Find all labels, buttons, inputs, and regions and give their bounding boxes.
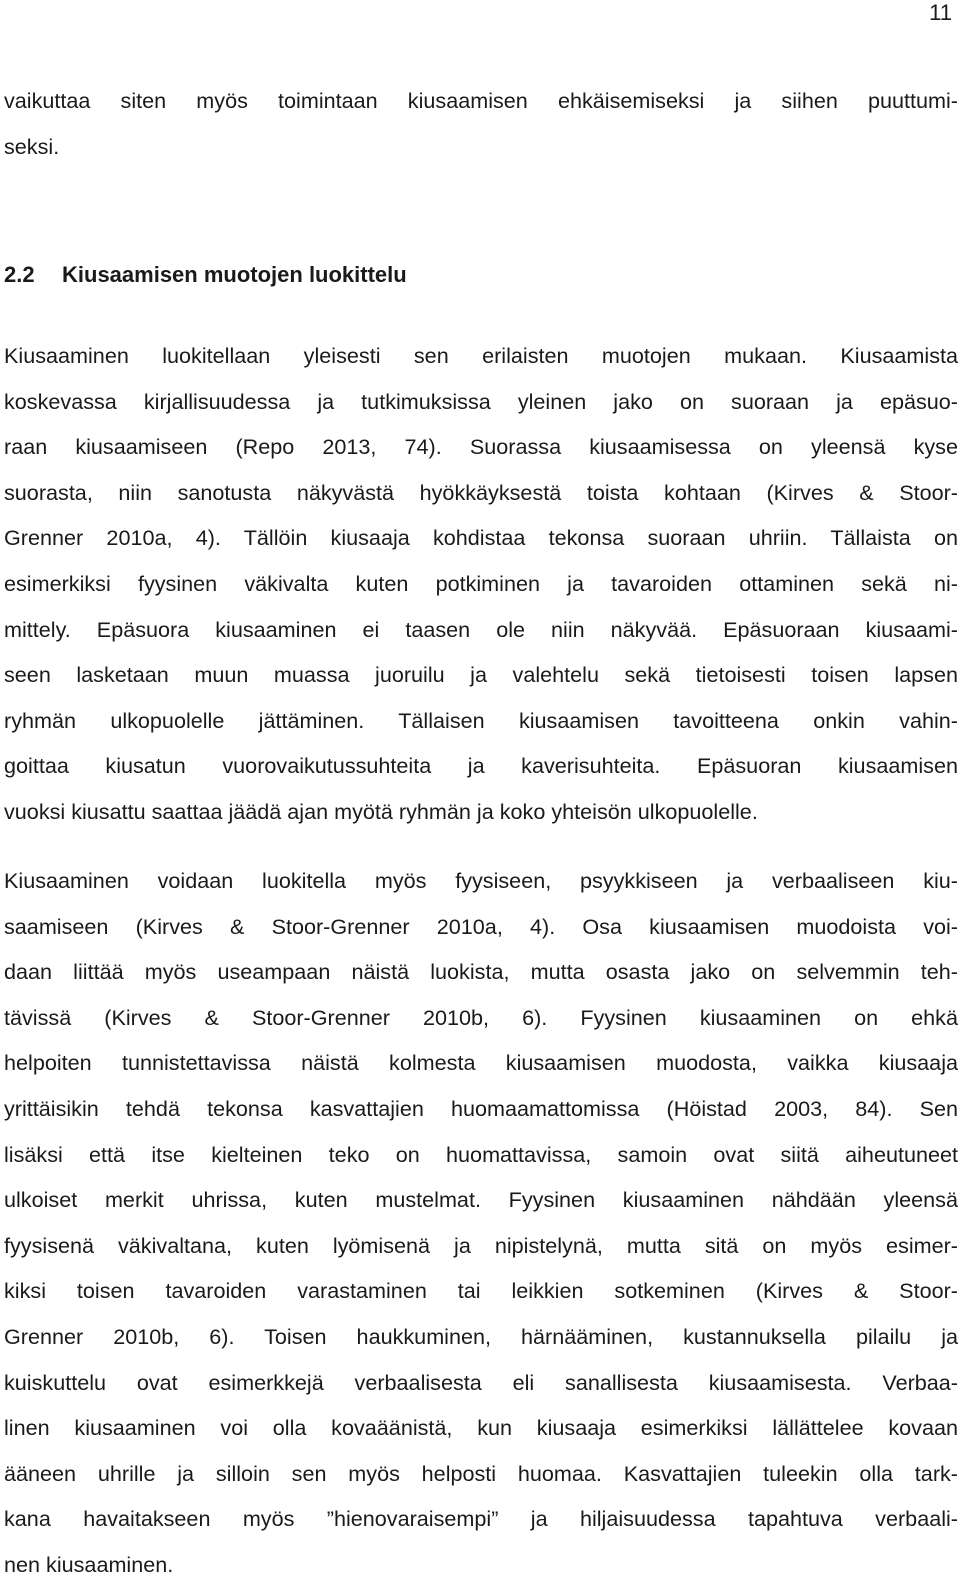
text-line: helpoiten tunnistettavissa näistä kolmesta kiusaamisen muodosta, vaikka kiusaaja [4, 1050, 958, 1076]
text-line: ryhmän ulkopuolelle jättäminen. Tällaisen kiusaamisen tavoitteena onkin vahin- [4, 707, 958, 733]
text-line: seen lasketaan muun muassa juoruilu ja valehtelu sekä tietoisesti toisen lapsen [4, 662, 958, 688]
page-number: 11 [929, 0, 952, 25]
text-line: fyysisenä väkivaltana, kuten lyömisenä ja nipistelynä, mutta sitä on myös esimer- [4, 1232, 958, 1258]
text-line: koskevassa kirjallisuudessa ja tutkimuksissa yleinen jako on suoraan ja epäsuo- [4, 388, 958, 414]
text-line: kuiskuttelu ovat esimerkkejä verbaalisesta eli sanallisesta kiusaamisesta. Verbaa- [4, 1369, 958, 1395]
paragraph-continuation [4, 78, 958, 169]
text-line: Kiusaaminen voidaan luokitella myös fyysiseen, psyykkiseen ja verbaaliseen kiu- [4, 868, 958, 893]
text-line: daan liittää myös useampaan näistä luokista, mutta osasta jako on selvemmin teh- [4, 959, 958, 985]
section-title: Kiusaamisen muotojen luokittelu [62, 262, 407, 287]
text-line: lisäksi että itse kielteinen teko on huomattavissa, samoin ovat siitä aiheutuneet [4, 1141, 958, 1167]
text-line: linen kiusaaminen voi olla kovaäänistä, kun kiusaaja esimerkiksi lällättelee kovaan [4, 1415, 958, 1441]
paragraph-1 [4, 333, 958, 835]
text-line: yrittäisikin tehdä tekonsa kasvattajien huomaamattomissa (Höistad 2003, 84). Sen [4, 1095, 958, 1121]
text-line: esimerkiksi fyysinen väkivalta kuten potkiminen ja tavaroiden ottaminen sekä ni- [4, 570, 958, 596]
text-line: raan kiusaamiseen (Repo 2013, 74). Suorassa kiusaamisessa on yleensä kyse [4, 434, 958, 460]
text-line: ääneen uhrille ja silloin sen myös helposti huomaa. Kasvattajien tuleekin olla tark- [4, 1460, 958, 1486]
paragraph-2 [4, 858, 958, 1588]
text-line: kiksi toisen tavaroiden varastaminen tai leikkien sotkeminen (Kirves & Stoor- [4, 1278, 958, 1304]
text-line: nen kiusaaminen. [4, 1551, 174, 1577]
text-line: Grenner 2010b, 6). Toisen haukkuminen, härnääminen, kustannuksella pilailu ja [4, 1323, 958, 1349]
section-number: 2.2 [4, 262, 35, 287]
text-line: vaikuttaa siten myös toimintaan kiusaamisen ehkäisemiseksi ja siihen puuttumi- [4, 88, 958, 113]
text-line: saamiseen (Kirves & Stoor-Grenner 2010a, 4). Osa kiusaamisen muodoista voi- [4, 913, 958, 939]
text-line: Grenner 2010a, 4). Tällöin kiusaaja kohdistaa tekonsa suoraan uhriin. Tällaista on [4, 525, 958, 551]
text-line: ulkoiset merkit uhrissa, kuten mustelmat. Fyysinen kiusaaminen nähdään yleensä [4, 1187, 958, 1213]
text-line: Kiusaaminen luokitellaan yleisesti sen erilaisten muotojen mukaan. Kiusaamista [4, 343, 958, 368]
text-line: tävissä (Kirves & Stoor-Grenner 2010b, 6). Fyysinen kiusaaminen on ehkä [4, 1004, 958, 1030]
text-line: goittaa kiusatun vuorovaikutussuhteita ja kaverisuhteita. Epäsuoran kiusaamisen [4, 753, 958, 779]
text-line: seksi. [4, 133, 60, 159]
text-line: vuoksi kiusattu saattaa jäädä ajan myötä ryhmän ja koko yhteisön ulkopuolelle. [4, 798, 758, 824]
text-line: suorasta, niin sanotusta näkyvästä hyökkäyksestä toista kohtaan (Kirves & Stoor- [4, 479, 958, 505]
section-heading [4, 252, 407, 297]
text-line: mittely. Epäsuora kiusaaminen ei taasen ole niin näkyvää. Epäsuoraan kiusaami- [4, 616, 958, 642]
text-line: kana havaitakseen myös ”hienovaraisempi” ja hiljaisuudessa tapahtuva verbaali- [4, 1506, 958, 1532]
